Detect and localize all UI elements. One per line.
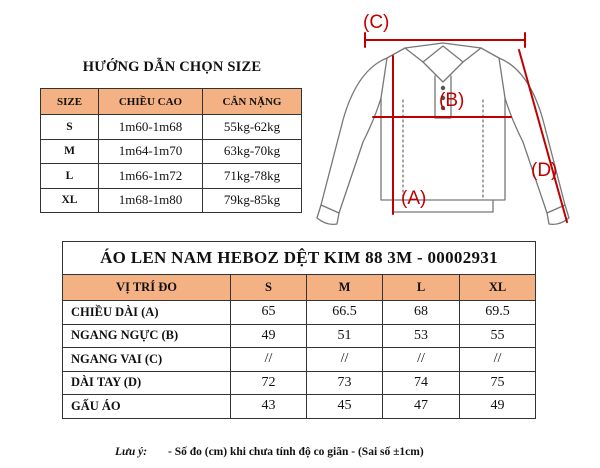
height-cell: 1m66-1m72 — [99, 164, 203, 189]
table-row — [63, 371, 536, 395]
value-cell: // — [460, 348, 536, 372]
measurement-header-row — [63, 275, 536, 301]
value-cell: 53 — [383, 324, 460, 348]
size-cell: M — [41, 139, 99, 164]
table-row — [63, 301, 536, 325]
label-b: (B) — [439, 90, 465, 111]
size-cell: L — [41, 164, 99, 189]
label-d: (D) — [531, 160, 558, 181]
value-cell: 66.5 — [307, 301, 383, 325]
value-cell: 73 — [307, 371, 383, 395]
header-m: M — [307, 275, 383, 301]
value-cell: 74 — [383, 371, 460, 395]
table-row — [41, 139, 302, 164]
label-c: (C) — [363, 12, 390, 33]
position-cell: CHIỀU DÀI (A) — [63, 301, 231, 325]
value-cell: 55 — [460, 324, 536, 348]
note-label: Lưu ý: — [115, 446, 148, 458]
size-guide-table — [40, 88, 302, 213]
table-row — [63, 348, 536, 372]
table-row — [63, 395, 536, 419]
height-cell: 1m64-1m70 — [99, 139, 203, 164]
header-xl: XL — [460, 275, 536, 301]
size-header-height: CHIỀU CAO — [99, 89, 203, 115]
size-header-size: SIZE — [41, 89, 99, 115]
value-cell: 49 — [231, 324, 307, 348]
weight-cell: 71kg-78kg — [203, 164, 302, 189]
header-s: S — [231, 275, 307, 301]
value-cell: 65 — [231, 301, 307, 325]
table-row — [63, 324, 536, 348]
value-cell: 69.5 — [460, 301, 536, 325]
measurement-title-row — [63, 242, 536, 275]
table-row — [41, 188, 302, 213]
footnote — [115, 446, 424, 458]
size-header-weight: CÂN NẶNG — [203, 89, 302, 115]
height-cell: 1m68-1m80 — [99, 188, 203, 213]
position-cell: NGANG VAI (C) — [63, 348, 231, 372]
value-cell: 72 — [231, 371, 307, 395]
weight-cell: 55kg-62kg — [203, 115, 302, 140]
measurement-table — [62, 241, 536, 419]
value-cell: 51 — [307, 324, 383, 348]
value-cell: // — [307, 348, 383, 372]
value-cell: 75 — [460, 371, 536, 395]
size-cell: S — [41, 115, 99, 140]
position-cell: GẤU ÁO — [63, 395, 231, 419]
value-cell: // — [231, 348, 307, 372]
header-l: L — [383, 275, 460, 301]
size-cell: XL — [41, 188, 99, 213]
header-position: VỊ TRÍ ĐO — [63, 275, 231, 301]
table-row — [41, 115, 302, 140]
size-guide-title: HƯỚNG DẪN CHỌN SIZE — [82, 59, 262, 75]
weight-cell: 63kg-70kg — [203, 139, 302, 164]
shirt-diagram — [305, 0, 600, 240]
value-cell: 68 — [383, 301, 460, 325]
sweater-outline-icon — [305, 0, 600, 240]
position-cell: NGANG NGỰC (B) — [63, 324, 231, 348]
height-cell: 1m60-1m68 — [99, 115, 203, 140]
position-cell: DÀI TAY (D) — [63, 371, 231, 395]
size-table-header — [41, 89, 302, 115]
weight-cell: 79kg-85kg — [203, 188, 302, 213]
label-a: (A) — [401, 188, 427, 209]
note-text: - Số đo (cm) khi chưa tính độ co giãn - (Sai số ±1cm) — [168, 446, 424, 458]
value-cell: // — [383, 348, 460, 372]
value-cell: 47 — [383, 395, 460, 419]
table-row — [41, 164, 302, 189]
value-cell: 45 — [307, 395, 383, 419]
product-title: ÁO LEN NAM HEBOZ DỆT KIM 88 3M - 00002931 — [63, 242, 536, 275]
value-cell: 49 — [460, 395, 536, 419]
value-cell: 43 — [231, 395, 307, 419]
